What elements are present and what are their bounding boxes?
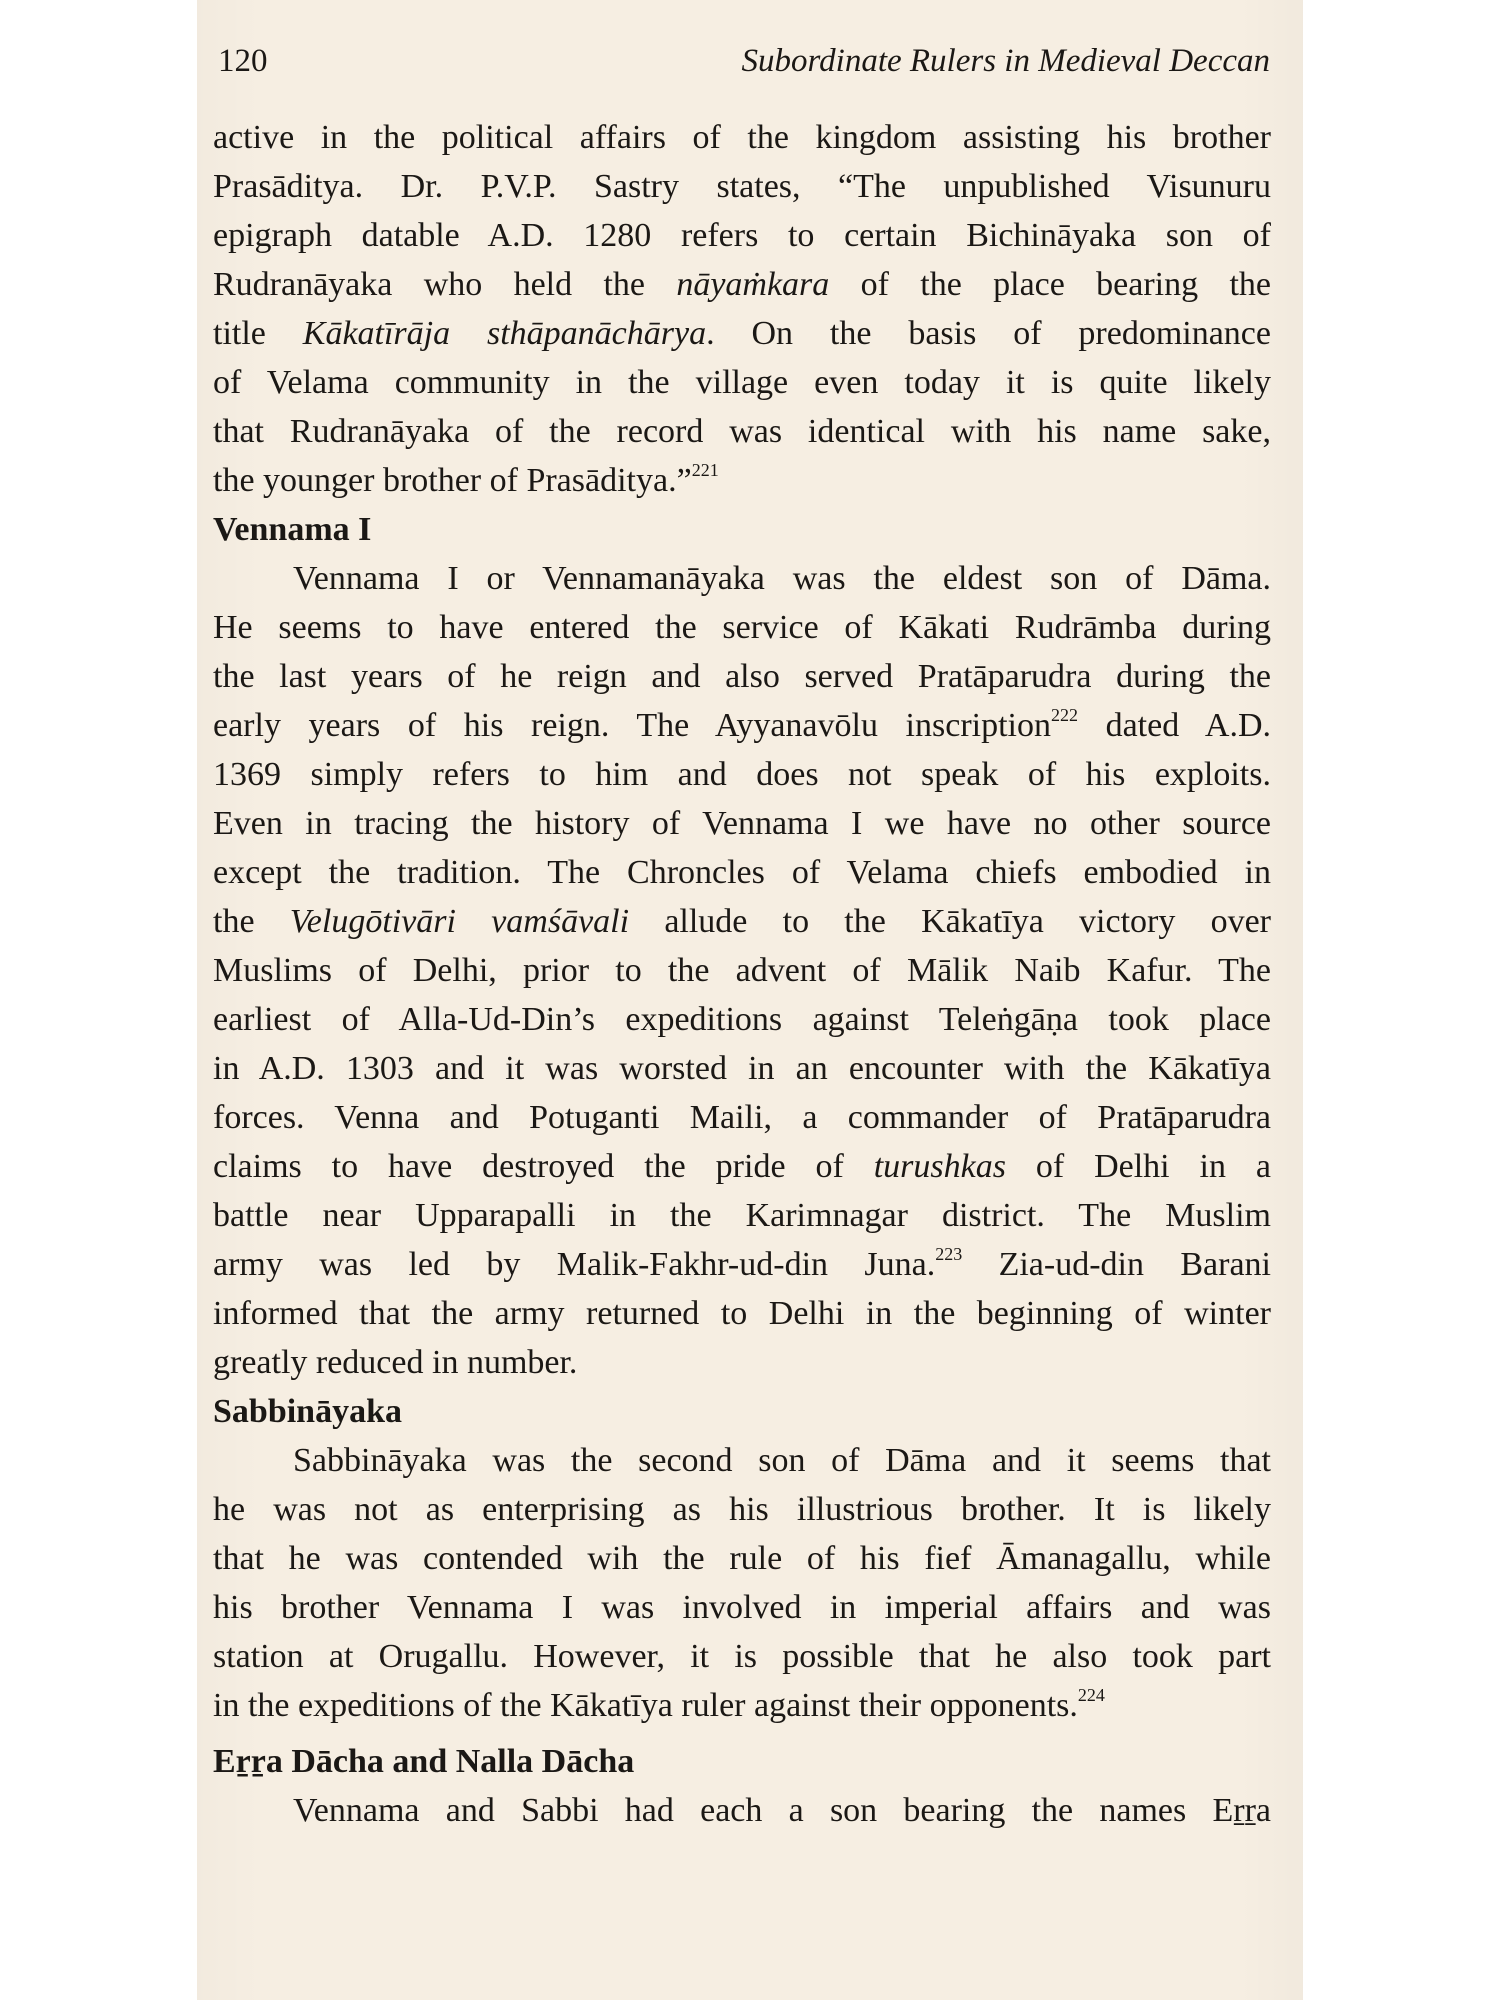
- text-line: informed that the army returned to Delhi in the beginning of winter: [213, 1295, 1271, 1332]
- text-line: Vennama and Sabbi had each a son bearing the names Eṟṟa: [293, 1792, 1271, 1829]
- text-line: Muslims of Delhi, prior to the advent of Mālik Naib Kafur. The: [213, 952, 1271, 989]
- text-line: station at Orugallu. However, it is possible that he also took part: [213, 1638, 1271, 1675]
- footnote-ref: 221: [691, 459, 719, 480]
- body-text: [213, 113, 1271, 1835]
- page-header: [218, 33, 1278, 93]
- text-line: that he was contended wih the rule of his fief Āmanagallu, while: [213, 1540, 1271, 1577]
- text-line: except the tradition. The Chroncles of Velama chiefs embodied in: [213, 854, 1271, 891]
- text-line: the younger brother of Prasāditya.”$^{221}$: [213, 459, 719, 499]
- text-line: epigraph datable A.D. 1280 refers to certain Bichināyaka son of: [213, 217, 1271, 254]
- text-line: in A.D. 1303 and it was worsted in an encounter with the Kākatīya: [213, 1050, 1271, 1087]
- text-line: He seems to have entered the service of Kākati Rudrāmba during: [213, 609, 1271, 646]
- footnote-ref: 223: [935, 1243, 963, 1264]
- text-line: that Rudranāyaka of the record was identical with his name sake,: [213, 413, 1271, 450]
- text-line: earliest of Alla-Ud-Din’s expeditions against Teleṅgāṇa took place: [213, 1001, 1271, 1038]
- text-line: greatly reduced in number.: [213, 1344, 578, 1381]
- book-page: [197, 0, 1303, 2000]
- text-line: forces. Venna and Potuganti Maili, a commander of Pratāparudra: [213, 1099, 1271, 1136]
- text-line: active in the political affairs of the kingdom assisting his brother: [213, 119, 1271, 156]
- text-line: the last years of he reign and also served Pratāparudra during the: [213, 658, 1271, 695]
- text-line: Prasāditya. Dr. P.V.P. Sastry states, “The unpublished Visunuru: [213, 168, 1271, 205]
- text-line: he was not as enterprising as his illustrious brother. It is likely: [213, 1491, 1271, 1528]
- text-line: early years of his reign. The Ayyanavōlu inscription$^{222}$ dated A.D.: [213, 704, 1272, 744]
- text-line: Even in tracing the history of Vennama I we have no other source: [213, 805, 1271, 842]
- text-line: his brother Vennama I was involved in imperial affairs and was: [213, 1589, 1271, 1626]
- section-heading-sabbinayaka: Sabbināyaka: [213, 1393, 402, 1430]
- text-line: the Velugōtivāri vamśāvali allude to the Kākatīya victory over: [213, 903, 1271, 940]
- section-heading-erra-dacha: Eṟṟa Dācha and Nalla Dācha: [213, 1743, 635, 1780]
- text-line: in the expeditions of the Kākatīya ruler against their opponents.$^{224}$: [213, 1684, 1105, 1724]
- running-title: Subordinate Rulers in Medieval Deccan: [741, 43, 1270, 79]
- text-line: Vennama I or Vennamanāyaka was the eldest son of Dāma.: [293, 560, 1271, 597]
- text-line: of Velama community in the village even today it is quite likely: [213, 364, 1271, 401]
- italic-term: turushkas: [873, 1148, 1006, 1185]
- text-line: claims to have destroyed the pride of turushkas of Delhi in a: [213, 1148, 1271, 1185]
- italic-term: Kākatīrāja sthāpanāchārya: [302, 315, 707, 352]
- italic-term: Velugōtivāri vamśāvali: [289, 903, 630, 940]
- text-line: Rudranāyaka who held the nāyaṁkara of the place bearing the: [213, 266, 1271, 303]
- footnote-ref: 222: [1050, 704, 1078, 725]
- text-line: Sabbināyaka was the second son of Dāma and it seems that: [293, 1442, 1271, 1479]
- italic-term: nāyaṁkara: [676, 266, 830, 303]
- text-line: title Kākatīrāja sthāpanāchārya. On the basis of predominance: [213, 315, 1271, 352]
- footnote-ref: 224: [1077, 1684, 1105, 1705]
- page-number: 120: [218, 43, 268, 79]
- section-heading-vennama-i: Vennama I: [213, 511, 372, 548]
- text-line: 1369 simply refers to him and does not speak of his exploits.: [213, 756, 1271, 793]
- text-line: battle near Upparapalli in the Karimnagar district. The Muslim: [213, 1197, 1271, 1234]
- text-line: army was led by Malik-Fakhr-ud-din Juna.$^{223}$ Zia-ud-din Barani: [213, 1243, 1271, 1283]
